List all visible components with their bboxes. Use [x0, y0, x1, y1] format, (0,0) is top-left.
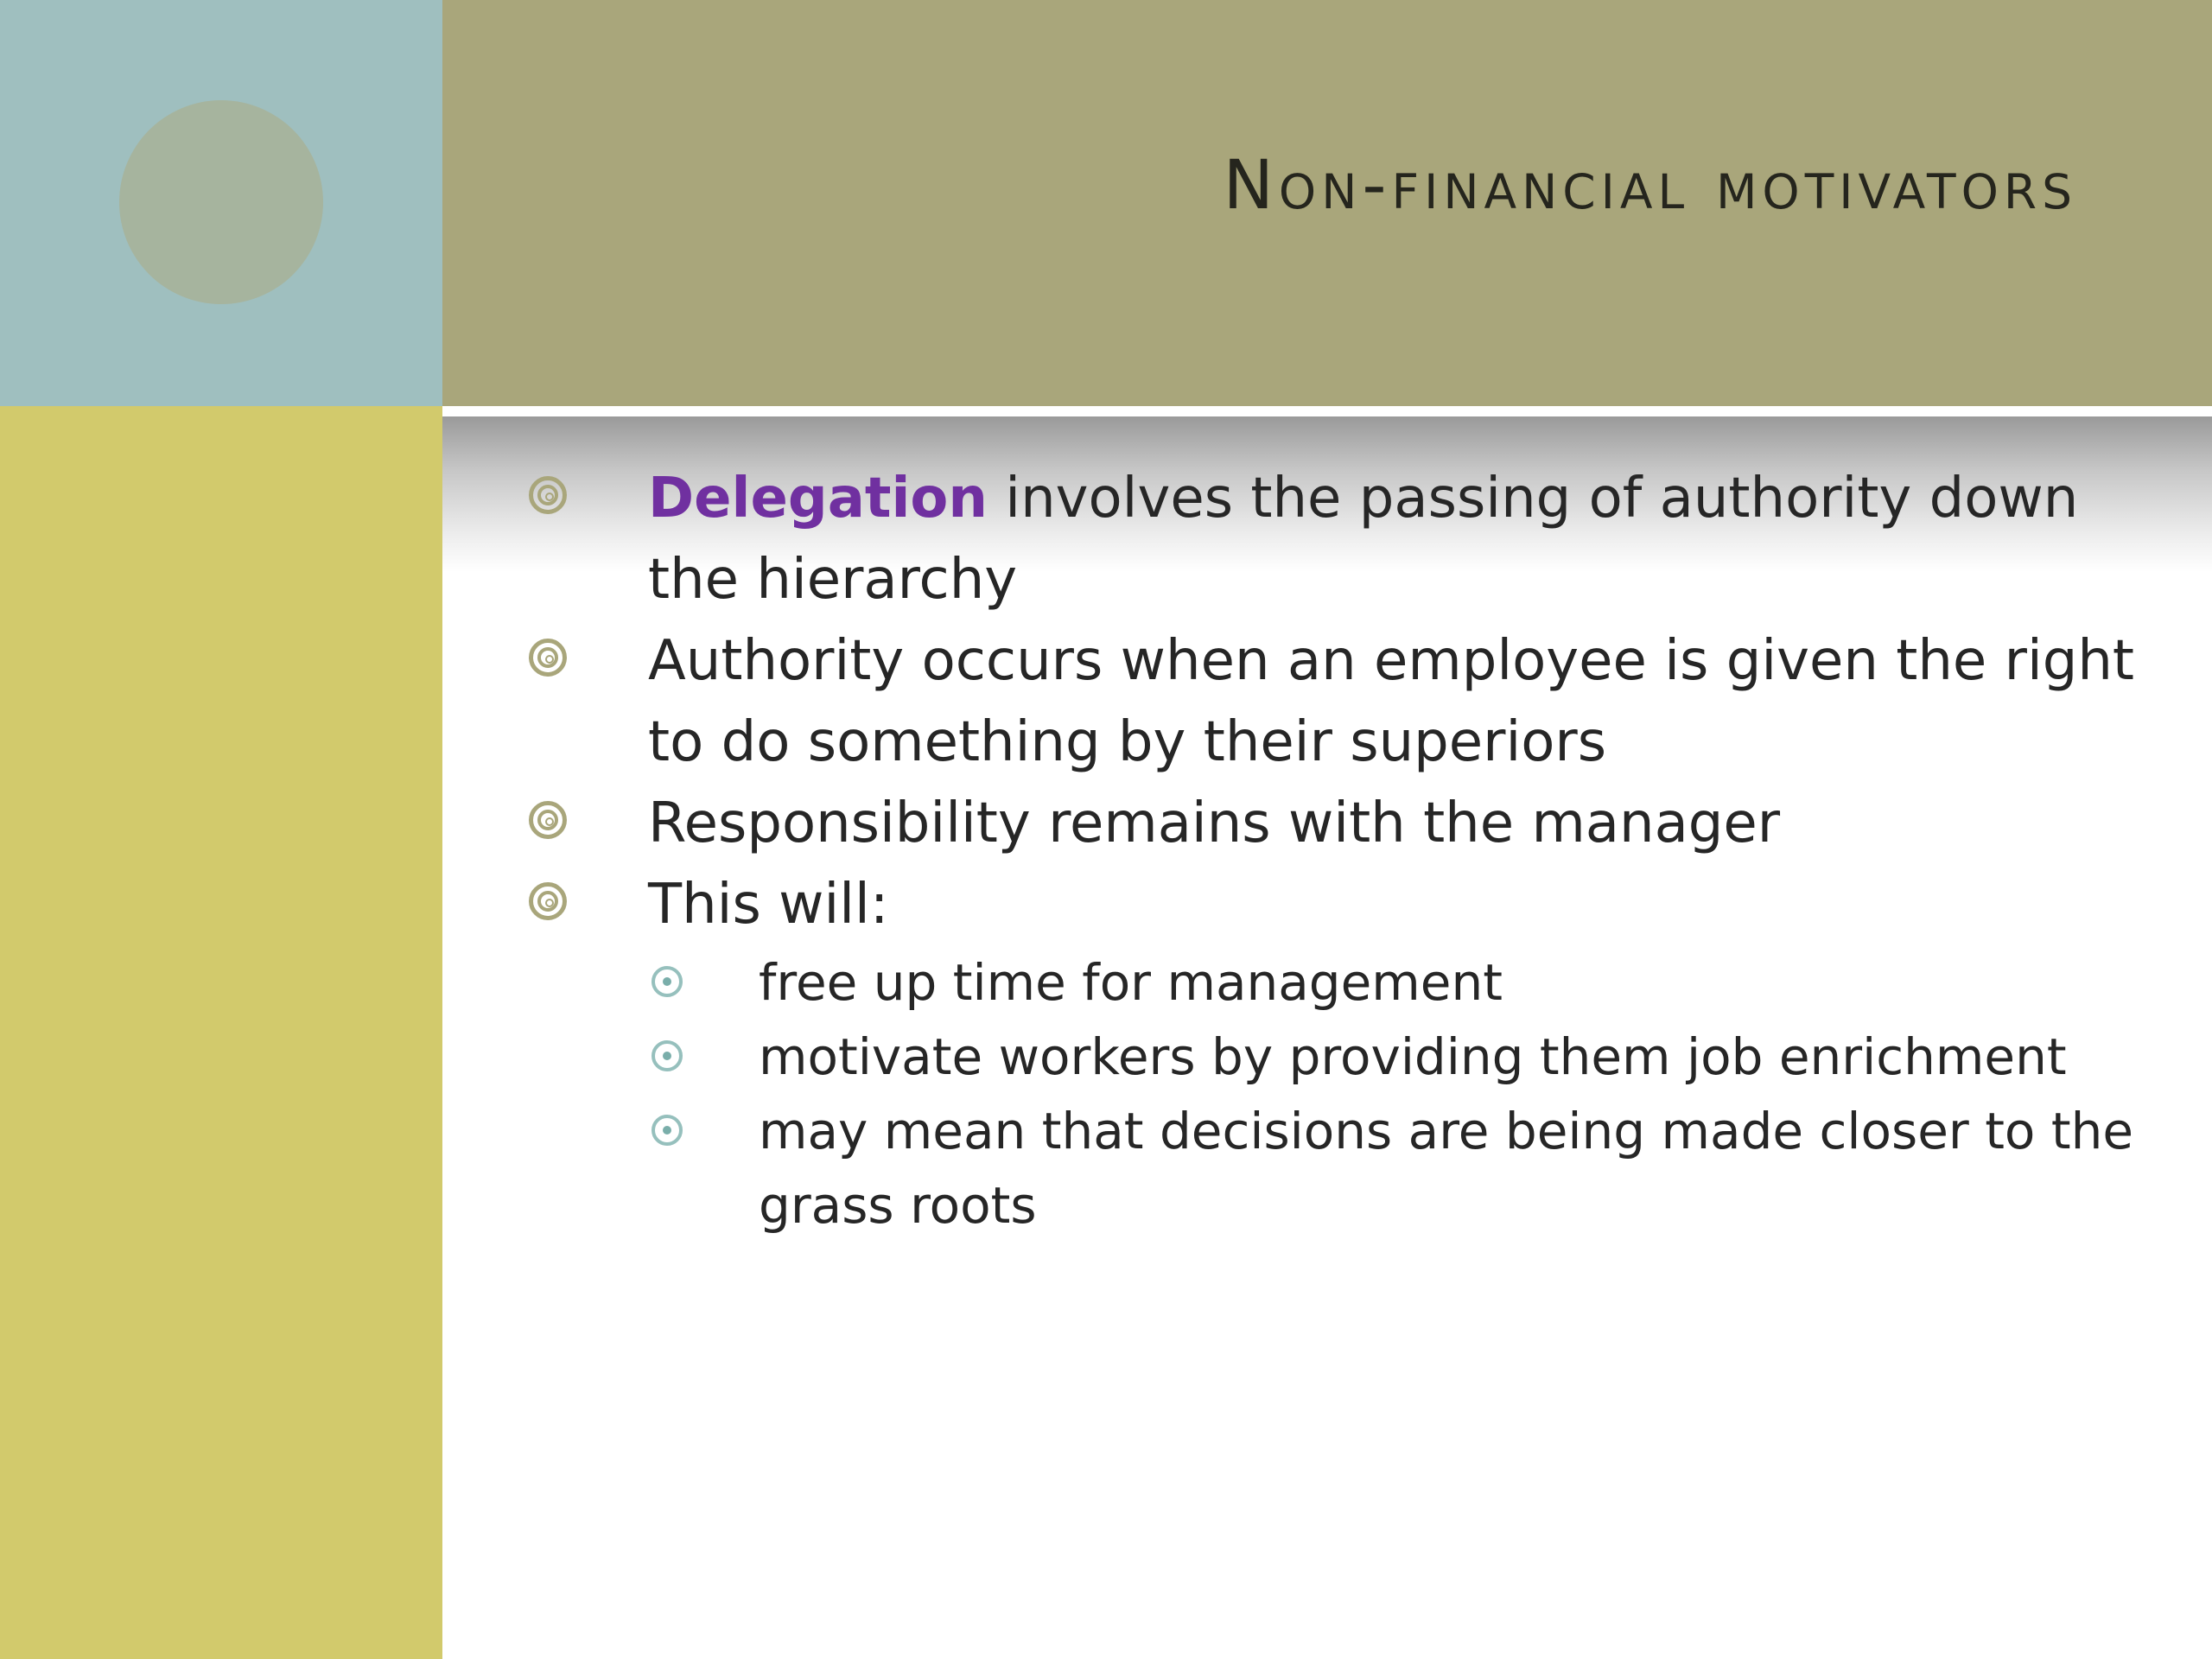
dotted-circle-icon [652, 1115, 683, 1146]
concentric-circles-icon [529, 639, 567, 677]
list-item-delegation [527, 458, 2152, 620]
sub-list-item [527, 1094, 2152, 1243]
decorative-circle [119, 100, 323, 304]
sub-bullet-list [648, 945, 2152, 1243]
sub-list-item-text: free up time for management [759, 953, 1503, 1012]
list-item-this-will [527, 864, 2152, 1243]
list-item-text: This will: [648, 873, 889, 937]
sub-list-item-text: may mean that decisions are being made closer to the grass roots [759, 1102, 2134, 1235]
list-item-authority [527, 620, 2152, 783]
title-bar [442, 0, 2212, 406]
list-item-text: Responsibility remains with the manager [648, 791, 1781, 855]
title-divider [442, 406, 2212, 416]
dotted-circle-icon [652, 966, 683, 997]
concentric-circles-icon [529, 882, 567, 920]
yellow-side-panel [0, 406, 442, 1659]
list-item-text: involves the passing of authority down the hierarchy [648, 467, 2079, 612]
highlight-term: Delegation [648, 467, 988, 531]
dotted-circle-icon [652, 1040, 683, 1071]
bullet-list [527, 458, 2152, 1243]
list-item-text: Authority occurs when an employee is given the right to do something by their superiors [648, 629, 2134, 774]
concentric-circles-icon [529, 476, 567, 514]
concentric-circles-icon [529, 801, 567, 839]
sub-list-item [527, 945, 2152, 1020]
list-item-responsibility [527, 783, 2152, 864]
slide-body [527, 458, 2152, 1243]
slide-title: Non-financial motivators [1223, 147, 2077, 225]
sub-list-item-text: motivate workers by providing them job enrichment [759, 1027, 2067, 1086]
sub-list-item [527, 1020, 2152, 1094]
teal-corner-panel [0, 0, 442, 406]
